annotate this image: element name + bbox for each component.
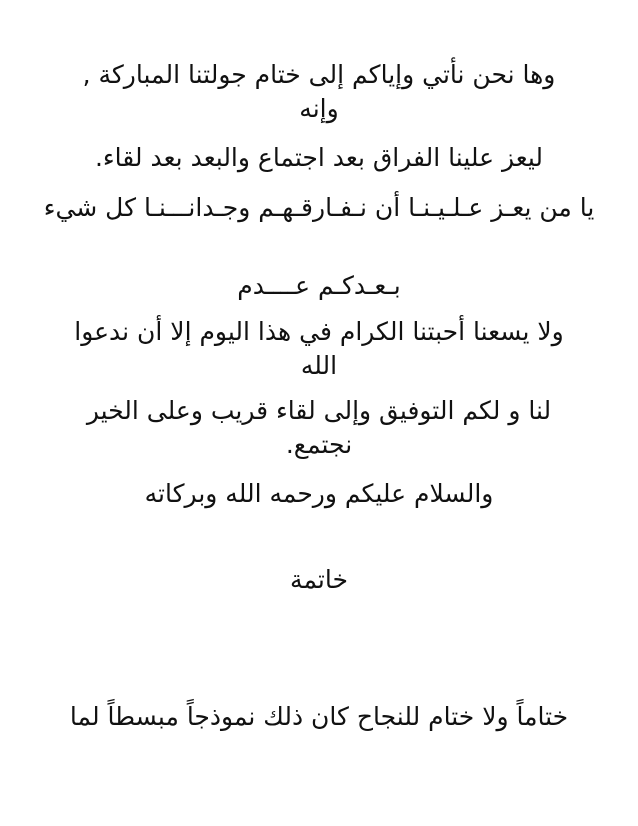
paragraph-success-wish: لنا و لكم التوفيق وإلى لقاء قريب وعلى الخير نجتمع. — [86, 396, 552, 459]
paragraph-prayer: ولا يسعنا أحبتنا الكرام في هذا اليوم إلا أن ندعوا الله — [74, 317, 564, 380]
paragraph-separation: ليعز علينا الفراق بعد اجتماع والبعد بعد لقاء. — [94, 143, 544, 172]
section-heading-conclusion: خاتمة — [290, 565, 348, 594]
paragraph-conclusion: ختاماً ولا ختام للنجاح كان ذلك نموذجاً مبسطاً لما — [69, 702, 569, 731]
paragraph-salutation: والسلام عليكم ورحمه الله وبركاته — [144, 479, 494, 508]
paragraph-after-you: بـعـدكـم عــــدم — [237, 271, 401, 300]
paragraph-closing-intro: وها نحن نأتي وإياكم إلى ختام جولتنا المباركة , وإنه — [82, 60, 556, 123]
paragraph-dear-ones: يا من يعـز عـلـيـنـا أن نـفـارقـهـم وجـدانـــنـا كل شيء — [43, 193, 595, 222]
